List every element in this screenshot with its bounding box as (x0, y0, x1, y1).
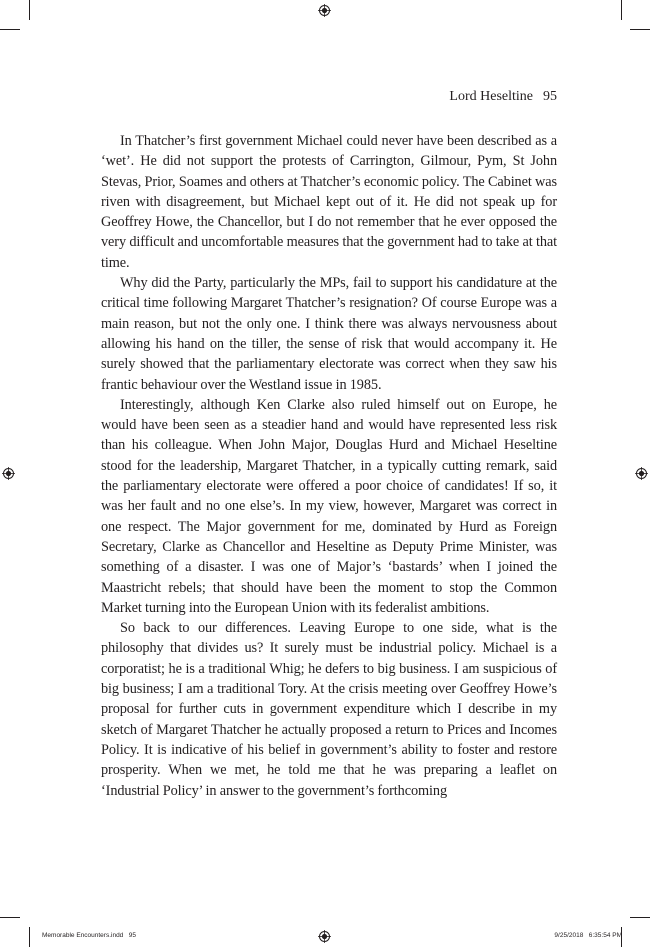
crop-mark (29, 927, 30, 947)
paragraph: Interestingly, although Ken Clarke also ruled himself out on Europe, he would have been seen as a steadier hand and would have represented less risk than his colleague. When John Major, Douglas Hurd and Michael Heseltine stood for the leadership, Margaret Thatcher, in a typically cutting remark, said the parliamentary electorate were offered a poor choice of candidates! If so, it was her fault and no one else’s. In my view, however, Margaret was correct in one respect. The Major government for me, dominated by Hurd as Foreign Secretary, Clarke as Chancellor and Heseltine as Deputy Prime Minister, was something of a disaster. I was one of Major’s ‘bastards’ when I joined the Maastricht rebels; that should have been the moment to stop the Common Market turning into the European Union with its federalist ambitions. (101, 396, 557, 616)
crop-mark (29, 0, 30, 20)
registration-mark-icon (318, 4, 331, 17)
crop-mark (630, 917, 650, 918)
paragraph: So back to our differences. Leaving Europe to one side, what is the philosophy that divides us? It surely must be industrial policy. Michael is a corporatist; he is a traditional Whig; he defers to big business. I am suspicious of big business; I am a traditional Tory. At the crisis meeting over Geoffrey Howe’s proposal for further cuts in government expenditure which I describe in my sketch of Margaret Thatcher he actually proposed a return to Prices and Incomes Policy. It is indicative of his belief in government’s ability to foster and restore prosperity. When we met, he told me that he was preparing a leaflet on ‘Industrial Policy’ in answer to the government’s forthcoming (101, 620, 557, 799)
slug-date-time: 9/25/2018 6:35:54 PM (554, 932, 622, 939)
crop-mark (621, 0, 622, 20)
crop-mark (0, 29, 20, 30)
paragraph: Why did the Party, particularly the MPs, fail to support his candidature at the critical time following Margaret Thatcher’s resignation? Of course Europe was a main reason, but not the only one. I think there was always nervousness about allowing his hand on the tiller, the sense of risk that would accompany it. He surely showed that the parliamentary electorate was correct when they saw his frantic behaviour over the Westland issue in 1985. (101, 275, 557, 393)
registration-mark-icon (2, 467, 15, 480)
running-head (449, 88, 557, 106)
registration-mark-icon (635, 467, 648, 480)
crop-mark (630, 29, 650, 30)
page-number: 95 (543, 89, 557, 104)
running-head-title: Lord Heseltine (449, 89, 533, 104)
crop-mark (0, 917, 20, 918)
slug-file: Memorable Encounters.indd 95 (42, 932, 136, 939)
body-text (101, 131, 557, 801)
paragraph: In Thatcher’s first government Michael could never have been described as a ‘wet’. He did not support the protests of Carrington, Gilmour, Pym, St John Stevas, Prior, Soames and others at Thatcher’s economic policy. The Cabinet was riven with disagreement, but Michael kept out of it. He did not speak up for Geoffrey Howe, the Chancellor, but I do not remember that he ever opposed the very difficult and uncomfortable measures that the government had to take at that time. (101, 133, 557, 271)
registration-mark-icon (318, 930, 331, 943)
